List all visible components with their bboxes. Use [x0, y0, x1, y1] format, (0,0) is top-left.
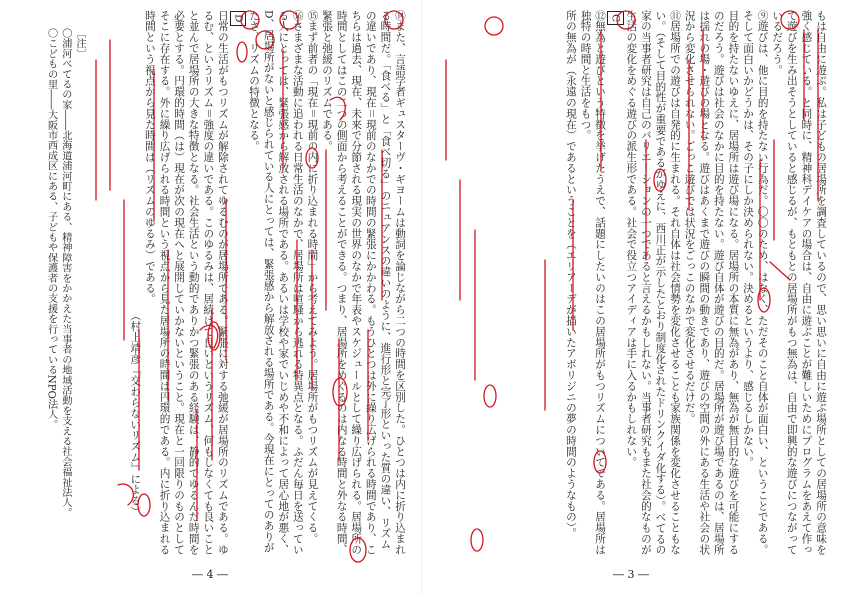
page-4-body: [87, 10, 407, 558]
paragraph: 所の無為が（永遠の現在）であるということを（エリアーデが描いたアボリジニの夢の時間のようなもの）。: [564, 10, 577, 539]
footnote: 〇浦河べてるの家――北海道浦河町にある、精神障害をかかえた当事者の地域活動を支える社会福祉法人。: [59, 28, 71, 518]
page-3: [421, 0, 842, 595]
footnotes: [16, 28, 86, 568]
page-number: ― 3 ―: [613, 568, 649, 581]
paragraph: ⑨遊びは、他に目的を持たない行為だ。〇〇のため、はなく、ただそのこと自体が面白い、ということである。そして面白いかどうかは、その子にしか決められない。決めるというより、感じるしかない。: [742, 10, 769, 555]
paragraph: ⑭また、言語学者ギュスターヴ・ギヨームは動詞を論じながら二つの時間を区別した。ひとつは内に折り込まれる時間だ。「食べる」と「食べ切る」のニュアンスの違いのように、進行形と完了形といった質の違い、リズムの違いであり、現在＝現前のなかでの時間の緊張にかかわる。もうひとつは外に繰り広げられる時間であり、こちらは過去、現在、未来で分節される現実の世界のなかで年表やスケジュールとして繰り広げられる。居場所の時間としてはこの二つの側面から考えることができる。つまり、居場所をめぐるのは内なる時間と外なる時間、緊張と弛緩のリズムである。: [321, 10, 406, 555]
notes-label: 〔注〕: [74, 28, 85, 59]
page-3-body: [428, 10, 828, 558]
paragraph: もは自由に遊ぶ。私は子どもの居場所を調査しているので、思い思いに自由に遊ぶ場所としての居場所の意味を強く感じている。と同時に、精神科デイケアの場合は、自由に遊ぶことが難しいためにプログラムをあえて作って遊びを生み出そうとしていると感じるが、もともとの居場所がもつ無為は、自由で即興的な遊びにつながっているだろう。: [771, 10, 827, 555]
blank-box-c: C: [607, 11, 624, 25]
citation: （村上靖彦『交わらないリズム』による）: [129, 310, 142, 518]
paragraph: ⑪居場所での遊びは自発的に生まれる。それ自体は社会情勢を変化させることも家族関係を変化させることもない。（そして目的性が重要であるがゆえに、西川正が示したとおり制度化されたドリンクイダ化する）。べてるの家の当事者研究は自己のバリエーションの一つであると言えるかもしれない。当事者研究もまた社会的なものが生活の変化をめぐる遊びの派生形である。社会で役立つアイディアは手に入るかもしれない。: [625, 10, 682, 556]
page-number: ― 4 ―: [192, 568, 228, 581]
paragraph: ⑫無為と遊びという特徴を挙げたうえで、話題にしたいのはこの居場所がもつリズムについてである。居場所は独特の時間と生活をもつ。: [579, 10, 607, 555]
blank-box-d: D: [230, 11, 247, 26]
footnote: 〇こどもの里――大阪市西成区にある、子どもや保護者の支援を行っているNPO法人。: [45, 28, 57, 430]
paragraph: 日常の生活がもつリズムが解除されてゆるむのが居場所である。緊張に対する弛緩が居場所のリズムである。ゆるむ、というリズム＝強度の違いである。このゆるみは、居続けて良いというリズム、何もしなくても良いことと並んで居場所の大きな特徴となる。社会生活という動的でありかつ緊張のある経験は、静的でゆるんだ時間を必要とする。円環的時間（は）現在が次の現在へと展開していかないということ。現在と一回限りのものとしてそこに存在する。外に繰り広げられる時間という視点から見た居場所の時間は円環的である。内に折り込まれる時間という視点から見た時間は（リズムのゆるみ）である。: [143, 10, 229, 555]
paragraph: ⑮まず前者の「現在＝現前の内に折り込まれる時間」から考えてみよう。居場所がもつリズムが見えてくる。: [306, 10, 319, 545]
paragraph: ⑯さまざまな活動に追われる日常生活のなかで、居場所は喧騒から逃れる特異点となる。ふだん毎日を送っている人にとっては、緊張感から解放される場所である。あるいは学校や家でいじめや不和によって居心地が悪く、D、居場所がないと感じられている人にとっては、緊張感から解放される場所である。今現在にとってのありがたさ、リズムの特徴となる。: [248, 10, 304, 555]
paragraph: 目的を持たないゆえに、居場所は遊び場になる。居場所の本質に無為があり、無為が無目的な遊びを可能にするのだろう。遊びは社会のなかに目的を持たない。遊び自体が遊びの目的だ。居場所が遊び場であるのは、居場所は揺れの場・遊びの場となる。遊びはあくまで遊びの瞬間の動きであり、遊びの空間の外にある生活や社会の状況から変化させられない。ごっこ遊びでは状況をごっこのなかで変化させるだけだ。: [683, 10, 740, 555]
